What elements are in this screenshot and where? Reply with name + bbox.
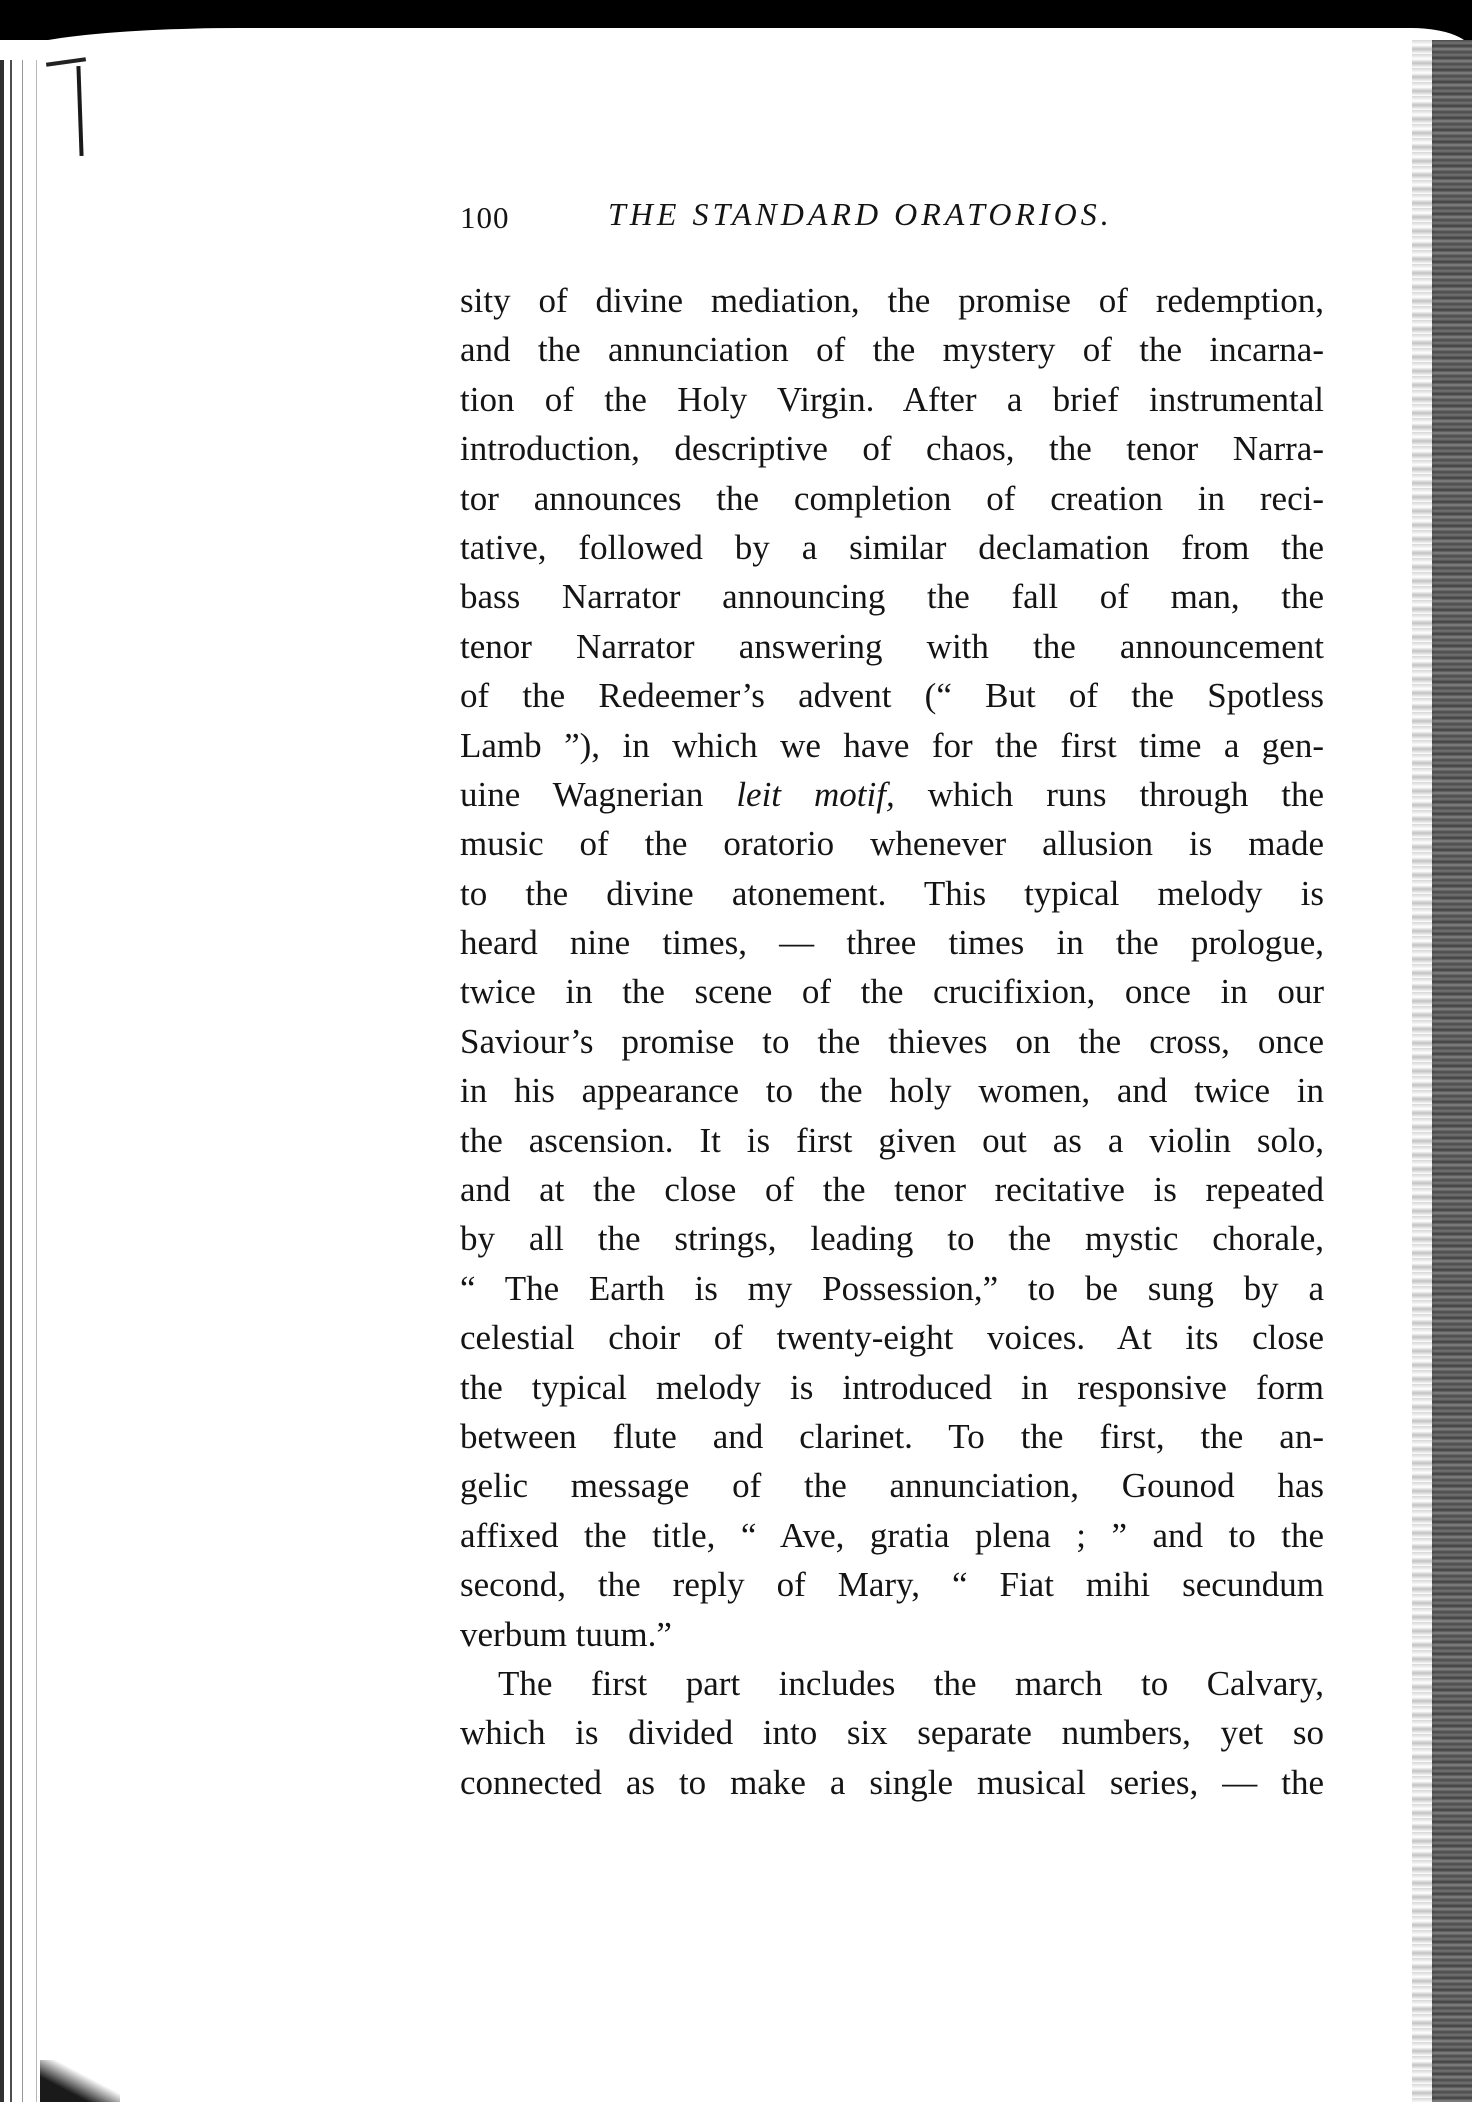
scan-corner-bottom-left xyxy=(40,2060,120,2102)
text-line: to the divine atonement. This typical melody is xyxy=(460,873,1324,913)
text-line: twice in the scene of the crucifixion, once in our xyxy=(460,972,1324,1012)
text-line: tative, followed by a similar declamation from the xyxy=(460,527,1324,567)
page-header xyxy=(460,196,1320,246)
text-line: “ The Earth is my Possession,” to be sung by a xyxy=(460,1268,1324,1308)
text-line: bass Narrator announcing the fall of man, the xyxy=(460,577,1324,617)
text-line: of the Redeemer’s advent (“ But of the Spotless xyxy=(460,676,1324,716)
text-line: verbum tuum.” xyxy=(460,1614,672,1654)
text-line: tor announces the completion of creation in reci- xyxy=(460,478,1324,518)
text-line: The first part includes the march to Calvary, xyxy=(498,1663,1324,1703)
italic-term: leit motif, xyxy=(736,774,895,814)
text-line: affixed the title, “ Ave, gratia plena ; ” and to the xyxy=(460,1515,1324,1555)
paragraph-1 xyxy=(460,276,1324,1659)
scan-border-right xyxy=(1432,40,1472,2102)
binding-mark xyxy=(76,66,83,156)
running-head: THE STANDARD ORATORIOS. xyxy=(608,196,1113,232)
text-line: and the annunciation of the mystery of the incarna- xyxy=(460,330,1324,370)
text-line: tenor Narrator answering with the announcement xyxy=(460,626,1324,666)
text-line: between flute and clarinet. To the first, the an- xyxy=(460,1416,1324,1456)
page-top-edge xyxy=(0,28,1472,68)
text-line: tion of the Holy Virgin. After a brief instrumental xyxy=(460,379,1324,419)
text-line: connected as to make a single musical series, — the xyxy=(460,1762,1324,1802)
text-line: introduction, descriptive of chaos, the tenor Narra- xyxy=(460,429,1324,469)
scan-border-left xyxy=(0,60,60,2102)
text-line: Lamb ”), in which we have for the first time a gen- xyxy=(460,725,1324,765)
text-line: second, the reply of Mary, “ Fiat mihi secundum xyxy=(460,1565,1324,1605)
page-edge-shadow xyxy=(1412,40,1434,2102)
text-line: gelic message of the annunciation, Gounod has xyxy=(460,1466,1324,1506)
page-number: 100 xyxy=(460,200,510,235)
text-line: celestial choir of twenty-eight voices. At its close xyxy=(460,1318,1324,1358)
text-line: the ascension. It is first given out as a violin solo, xyxy=(460,1120,1324,1160)
text-segment: which runs through the xyxy=(927,774,1325,814)
paragraph-2 xyxy=(460,1659,1324,1807)
text-line: music of the oratorio whenever allusion is made xyxy=(460,824,1324,864)
text-line: heard nine times, — three times in the prologue, xyxy=(460,923,1324,963)
text-line: in his appearance to the holy women, and twice in xyxy=(460,1071,1324,1111)
text-line: Saviour’s promise to the thieves on the cross, once xyxy=(460,1021,1324,1061)
body-text xyxy=(460,276,1324,1807)
text-line: which is divided into six separate numbers, yet so xyxy=(460,1713,1324,1753)
text-line: and at the close of the tenor recitative is repeated xyxy=(460,1170,1324,1210)
text-line: by all the strings, leading to the mystic chorale, xyxy=(460,1219,1324,1259)
text-line-with-italic xyxy=(460,770,1324,819)
text-segment: uine Wagnerian xyxy=(460,774,704,814)
text-line: the typical melody is introduced in responsive form xyxy=(460,1367,1324,1407)
text-line: sity of divine mediation, the promise of redemption, xyxy=(460,281,1324,320)
